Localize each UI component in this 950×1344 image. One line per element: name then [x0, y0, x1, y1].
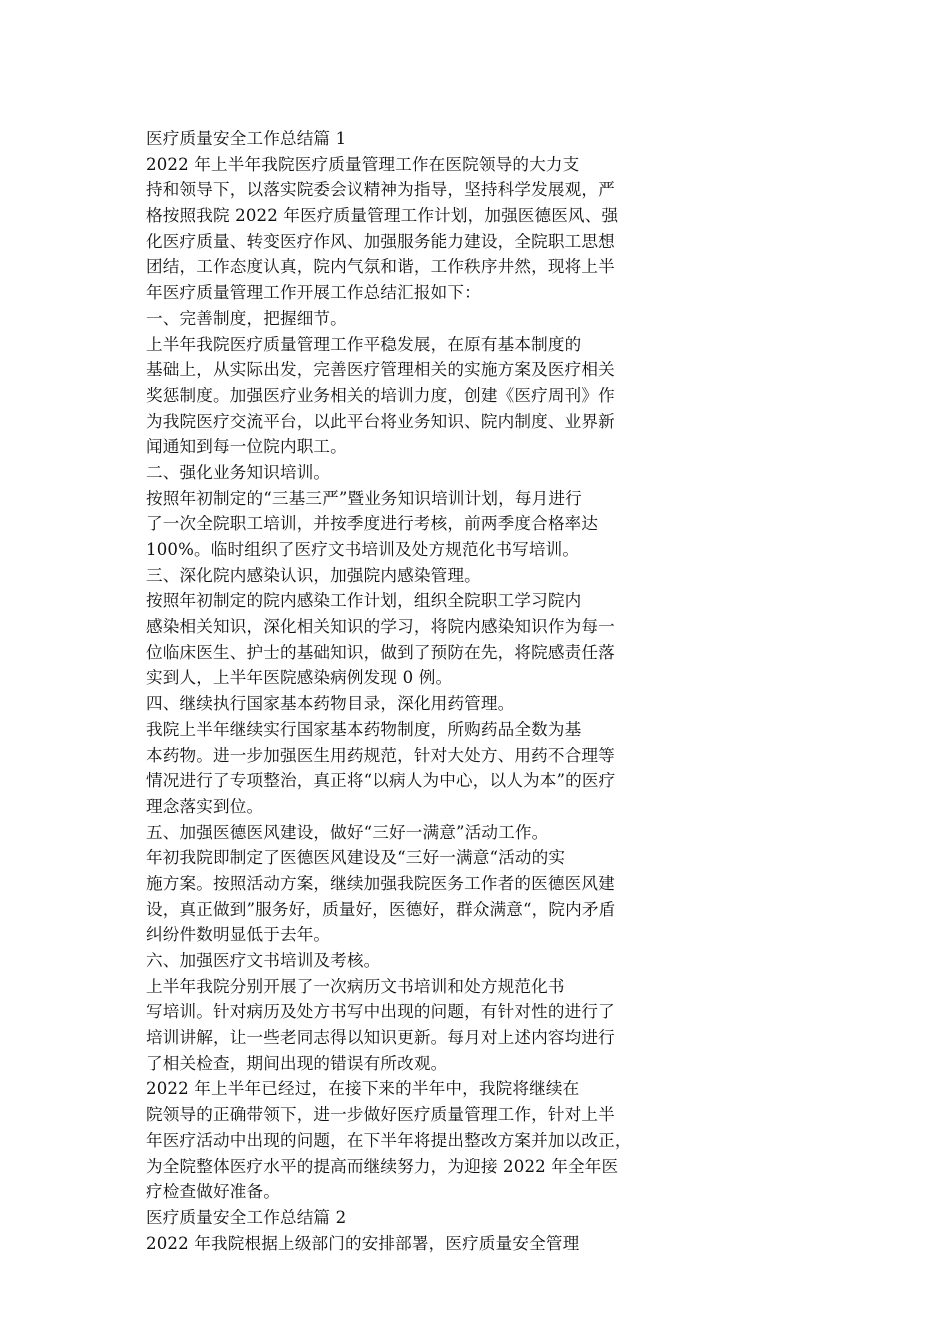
text-line: 上半年我院分别开展了一次病历文书培训和处方规范化书	[146, 976, 565, 996]
text-line: 施方案。按照活动方案，继续加强我院医务工作者的医德医风建	[146, 873, 615, 893]
text-line: 实到人，上半年医院感染病例发现 0 例。	[146, 668, 453, 688]
text-line: 了相关检查，期间出现的错误有所改观。	[146, 1053, 448, 1073]
text-line: 按照年初制定的院内感染工作计划，组织全院职工学习院内	[146, 591, 582, 611]
text-line: 位临床医生、护士的基础知识，做到了预防在先，将院感责任落	[146, 642, 615, 662]
text-line: 上半年我院医疗质量管理工作平稳发展，在原有基本制度的	[146, 334, 582, 354]
text-line: 年初我院即制定了医德医风建设及“三好一满意“活动的实	[146, 848, 566, 868]
text-line: 写培训。针对病历及处方书写中出现的问题，有针对性的进行了	[146, 1002, 615, 1022]
section-heading-2: 二、强化业务知识培训。	[146, 462, 331, 482]
text-line: 年医疗质量管理工作开展工作总结汇报如下：	[146, 283, 481, 303]
text-line: 按照年初制定的“三基三严”暨业务知识培训计划，每月进行	[146, 488, 582, 508]
text-line: 基础上，从实际出发，完善医疗管理相关的实施方案及医疗相关	[146, 360, 615, 380]
text-line: 持和领导下，以落实院委会议精神为指导，坚持科学发展观，严	[146, 180, 615, 200]
text-line: 奖惩制度。加强医疗业务相关的培训力度，创建《医疗周刊》作	[146, 385, 615, 405]
text-line: 团结，工作态度认真，院内气氛和谐，工作秩序井然，现将上半	[146, 257, 615, 277]
section-heading-1: 一、完善制度，把握细节。	[146, 308, 347, 328]
text-line: 闻通知到每一位院内职工。	[146, 437, 347, 457]
text-line: 疗检查做好准备。	[146, 1182, 280, 1202]
text-line: 2022 年上半年已经过，在接下来的半年中，我院将继续在	[146, 1079, 580, 1099]
text-line: 设，真正做到”服务好，质量好，医德好，群众满意“，院内矛盾	[146, 899, 616, 919]
text-line: 为我院医疗交流平台，以此平台将业务知识、院内制度、业界新	[146, 411, 615, 431]
text-line: 年医疗活动中出现的问题，在下半年将提出整改方案并加以改正，	[146, 1130, 632, 1150]
text-line: 格按照我院 2022 年医疗质量管理工作计划，加强医德医风、强	[146, 206, 619, 226]
text-line: 化医疗质量、转变医疗作风、加强服务能力建设，全院职工思想	[146, 231, 615, 251]
section-heading-4: 四、继续执行国家基本药物目录，深化用药管理。	[146, 694, 515, 714]
text-line: 本药物。进一步加强医生用药规范，针对大处方、用药不合理等	[146, 745, 615, 765]
text-line: 2022 年我院根据上级部门的安排部署，医疗质量安全管理	[146, 1233, 580, 1253]
heading-part-2: 医疗质量安全工作总结篇 2	[146, 1207, 347, 1227]
section-heading-6: 六、加强医疗文书培训及考核。	[146, 951, 381, 970]
text-line: 了一次全院职工培训，并按季度进行考核，前两季度合格率达	[146, 514, 599, 534]
text-line: 理念落实到位。	[146, 796, 264, 816]
text-line: 培训讲解，让一些老同志得以知识更新。每月对上述内容均进行	[146, 1028, 615, 1048]
heading-part-1: 医疗质量安全工作总结篇 1	[146, 129, 347, 148]
section-heading-3: 三、深化院内感染认识，加强院内感染管理。	[146, 565, 481, 585]
document-body	[146, 126, 706, 1256]
text-line: 我院上半年继续实行国家基本药物制度，所购药品全数为基	[146, 719, 582, 739]
text-line: 情况进行了专项整治，真正将“以病人为中心，以人为本”的医疗	[146, 771, 616, 791]
text-line: 2022 年上半年我院医疗质量管理工作在医院领导的大力支	[146, 154, 580, 174]
text-line: 为全院整体医疗水平的提高而继续努力，为迎接 2022 年全年医	[146, 1156, 619, 1176]
section-heading-5: 五、加强医德医风建设，做好“三好一满意”活动工作。	[146, 822, 549, 842]
text-line: 院领导的正确带领下，进一步做好医疗质量管理工作，针对上半	[146, 1105, 615, 1125]
text-line: 感染相关知识，深化相关知识的学习，将院内感染知识作为每一	[146, 617, 615, 637]
text-line: 纠纷件数明显低于去年。	[146, 925, 331, 945]
text-line: 100%。临时组织了医疗文书培训及处方规范化书写培训。	[146, 540, 580, 559]
